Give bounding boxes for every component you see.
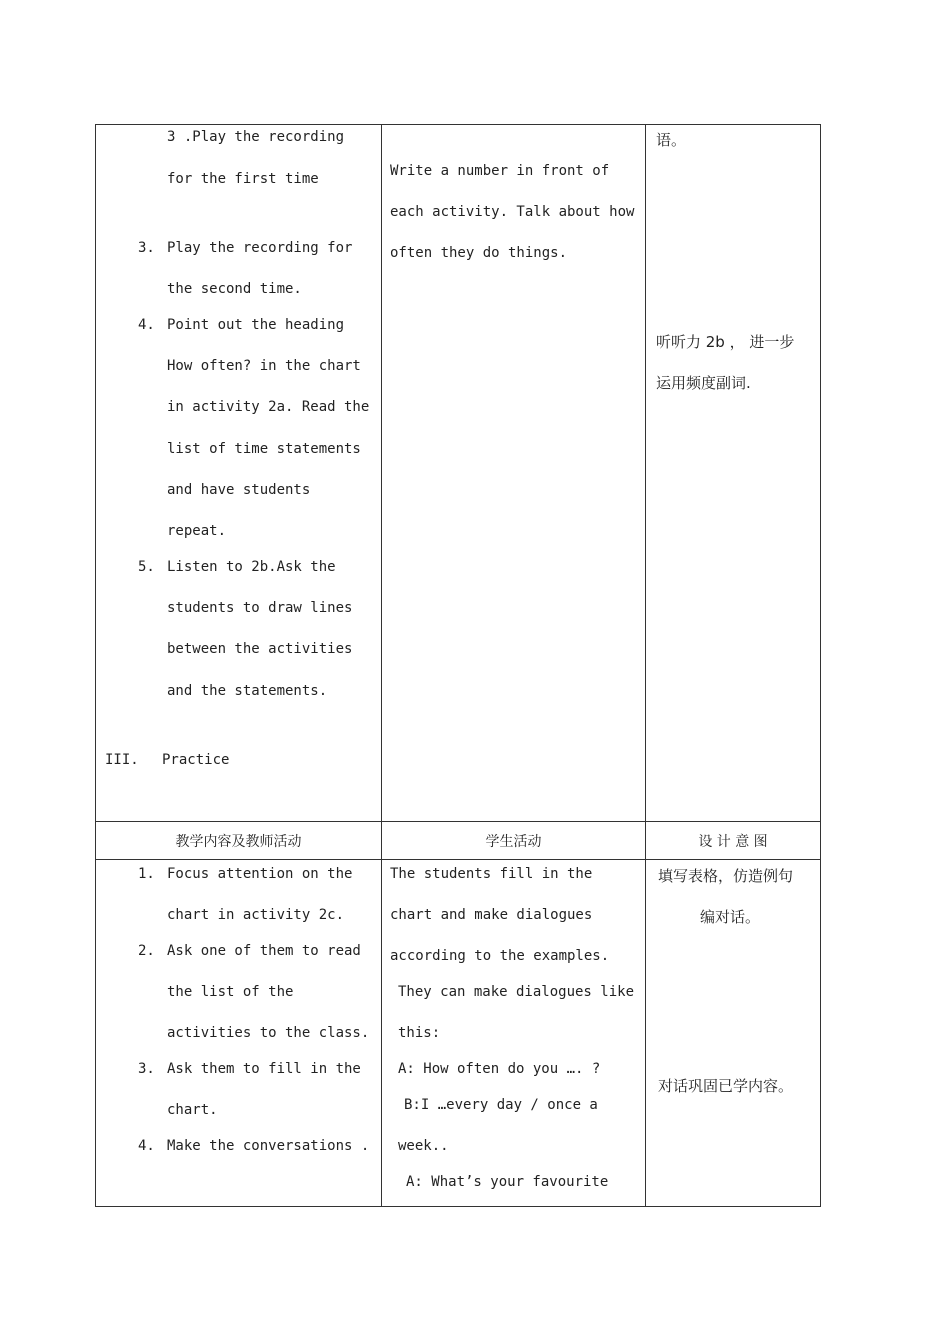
practice-student-line-9: A: What’s your favourite <box>406 1174 609 1190</box>
step-4-line-4: list of time statements <box>167 441 361 457</box>
step-5-line-2: students to draw lines <box>167 600 353 616</box>
practice-step-3-line-2: chart. <box>167 1102 218 1118</box>
practice-step-4-number: 4. <box>138 1138 155 1154</box>
student-activities-cell <box>382 125 646 822</box>
practice-student-line-8: week.. <box>398 1138 449 1154</box>
step-5-line-1: Listen to 2b.Ask the <box>167 559 336 575</box>
step-5-line-3: between the activities <box>167 641 353 657</box>
practice-student-line-3: according to the examples. <box>390 948 610 964</box>
teacher-activities-cell <box>96 125 382 822</box>
header-student-activities: 学生活动 <box>382 822 646 860</box>
practice-student-line-6: A: How often do you …. ? <box>398 1061 601 1077</box>
practice-step-2-line-2: the list of the <box>167 984 294 1000</box>
practice-step-1-line-2: chart in activity 2c. <box>167 907 345 923</box>
practice-step-2-line-3: activities to the class. <box>167 1025 370 1041</box>
practice-student-line-7: B:I …every day / once a <box>404 1097 598 1113</box>
teacher-activities-cell-2 <box>96 860 382 1207</box>
design-line-2: 运用频度副词. <box>656 374 751 392</box>
step-3b-line-2: the second time. <box>167 281 302 297</box>
practice-student-line-4: They can make dialogues like <box>398 984 635 1000</box>
step-3a-line-1: 3 .Play the recording <box>167 129 345 145</box>
practice-student-line-1: The students fill in the <box>390 866 593 882</box>
table-row <box>96 860 821 1207</box>
step-4-line-3: in activity 2a. Read the <box>167 399 370 415</box>
section-number: III. <box>105 752 139 768</box>
step-3a-line-2: for the first time <box>167 171 319 187</box>
section-title: Practice <box>162 752 230 768</box>
practice-design-line-2: 编对话。 <box>700 908 761 926</box>
practice-step-4-line-1: Make the conversations . <box>167 1138 370 1154</box>
step-3b-number: 3. <box>138 240 155 256</box>
practice-step-1-number: 1. <box>138 866 155 882</box>
practice-step-2-line-1: Ask one of them to read <box>167 943 361 959</box>
step-4-line-5: and have students <box>167 482 311 498</box>
step-4-line-6: repeat. <box>167 523 227 539</box>
student-line-3: often they do things. <box>390 245 568 261</box>
lesson-plan-table <box>95 124 821 1207</box>
table-row <box>96 125 821 822</box>
step-4-number: 4. <box>138 317 155 333</box>
practice-student-line-5: this: <box>398 1025 441 1041</box>
practice-step-1-line-1: Focus attention on the <box>167 866 353 882</box>
practice-design-line-1: 填写表格，仿造例句 <box>658 867 794 885</box>
practice-student-line-2: chart and make dialogues <box>390 907 593 923</box>
header-design-intent: 设 计 意 图 <box>646 822 821 860</box>
design-intent-cell <box>646 125 821 822</box>
step-5-line-4: and the statements. <box>167 683 328 699</box>
practice-step-3-number: 3. <box>138 1061 155 1077</box>
design-line-0: 语。 <box>656 131 687 149</box>
practice-step-3-line-1: Ask them to fill in the <box>167 1061 361 1077</box>
design-line-1: 听听力 2b ， 进一步 <box>656 333 795 351</box>
design-intent-cell-2 <box>646 860 821 1207</box>
header-teacher-activities: 教学内容及教师活动 <box>96 822 382 860</box>
student-line-1: Write a number in front of <box>390 163 610 179</box>
student-line-2: each activity. Talk about how <box>390 204 635 220</box>
practice-step-2-number: 2. <box>138 943 155 959</box>
step-3b-line-1: Play the recording for <box>167 240 353 256</box>
step-4-line-1: Point out the heading <box>167 317 345 333</box>
step-5-number: 5. <box>138 559 155 575</box>
step-4-line-2: How often? in the chart <box>167 358 361 374</box>
table-header-row <box>96 822 821 860</box>
practice-design-line-3: 对话巩固已学内容。 <box>658 1077 794 1095</box>
student-activities-cell-2 <box>382 860 646 1207</box>
